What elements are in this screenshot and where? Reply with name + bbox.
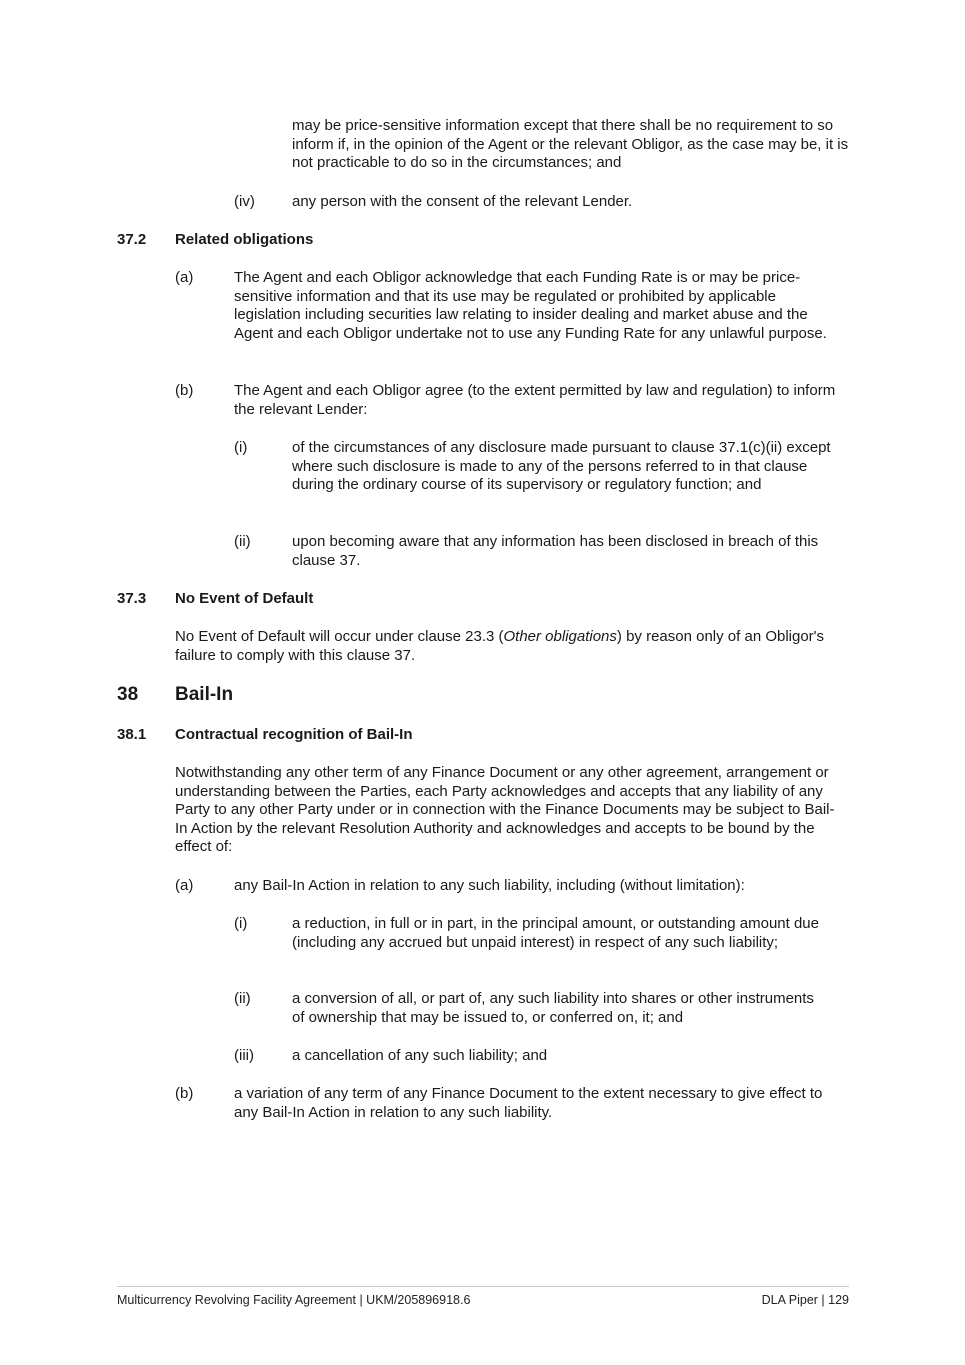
section-paragraph: No Event of Default will occur under clause 23.3 (Other obligations) by reason only of an Obligor's failure to comply with this clause 37.: [175, 628, 825, 664]
list-marker: (ii): [234, 533, 251, 550]
list-item-text: a conversion of all, or part of, any such liability into shares or other instruments of ownership that may be issued to, or conferred on, it; and: [292, 990, 814, 1026]
list-marker: (i): [234, 915, 248, 932]
list-marker: (iv): [234, 193, 255, 210]
list-item-text: a cancellation of any such liability; and: [292, 1047, 548, 1064]
section-number: 37.2: [117, 231, 147, 248]
list-item-text: of the circumstances of any disclosure made pursuant to clause 37.1(c)(ii) except where such disclosure is made to any of the persons referred to in that clause during the ordinary course of its supervisory or regulatory function; and: [292, 439, 831, 494]
footer-document-title: Multicurrency Revolving Facility Agreement | UKM/205896918.6: [117, 1293, 471, 1307]
list-marker: (a): [175, 877, 194, 894]
footer-page-number: DLA Piper | 129: [761, 1293, 849, 1307]
clause-number: 38: [117, 684, 139, 705]
section-number: 38.1: [117, 726, 147, 743]
list-marker: (ii): [234, 990, 251, 1007]
section-paragraph: Notwithstanding any other term of any Finance Document or any other agreement, arrangement or understanding between the Parties, each Party acknowledges and accepts that any liability of any Party to any other Party under or in connection with the Finance Documents may be subject to Bail-In Action by the relevant Resolution Authority and acknowledges and accepts to be bound by the effect of:: [175, 764, 835, 856]
list-marker: (i): [234, 439, 248, 456]
section-heading: No Event of Default: [175, 590, 314, 607]
list-item-text: a variation of any term of any Finance Document to the extent necessary to give effect to any Bail-In Action in relation to any such liability.: [234, 1085, 823, 1121]
section-number: 37.3: [117, 590, 147, 607]
list-item-text: The Agent and each Obligor agree (to the extent permitted by law and regulation) to inform the relevant Lender:: [234, 382, 836, 418]
footer-divider: [117, 1286, 849, 1287]
list-item-text: The Agent and each Obligor acknowledge that each Funding Rate is or may be price-sensitive information and that its use may be regulated or prohibited by applicable legislation including securities law relating to insider dealing and market abuse and the Agent and each Obligor undertake not to use any Funding Rate for any unlawful purpose.: [234, 269, 827, 342]
list-marker: (iii): [234, 1047, 254, 1064]
list-item-text: any person with the consent of the relevant Lender.: [292, 193, 633, 210]
section-heading: Contractual recognition of Bail-In: [175, 726, 413, 743]
list-item-text: upon becoming aware that any information has been disclosed in breach of this clause 37.: [292, 533, 819, 569]
clause-heading: Bail-In: [175, 684, 234, 705]
list-marker: (b): [175, 1085, 194, 1102]
list-item-text: a reduction, in full or in part, in the principal amount, or outstanding amount due (including any accrued but unpaid interest) in respect of any such liability;: [292, 915, 819, 951]
defined-term-italic: Other obligations: [503, 628, 617, 645]
continuation-paragraph: may be price-sensitive information except that there shall be no requirement to so inform if, in the opinion of the Agent or the relevant Obligor, as the case may be, it is not practicable to do so in the circumstances; and: [292, 117, 849, 172]
section-heading: Related obligations: [175, 231, 314, 248]
list-item-text: any Bail-In Action in relation to any such liability, including (without limitation):: [234, 877, 745, 894]
list-marker: (a): [175, 269, 194, 286]
list-marker: (b): [175, 382, 194, 399]
